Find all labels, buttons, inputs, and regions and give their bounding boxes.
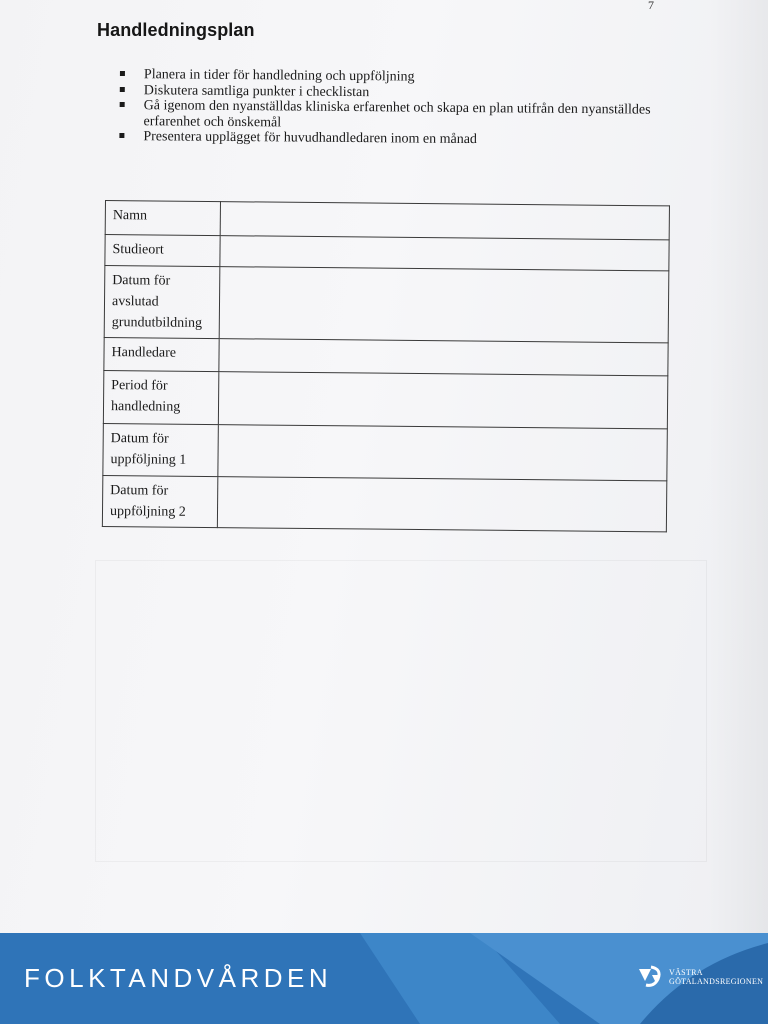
field-handledare[interactable] — [219, 339, 668, 376]
row-label-uppfoljning-1: Datum för uppföljning 1 — [103, 423, 218, 476]
field-uppfoljning-2[interactable] — [217, 477, 666, 532]
show-through-shadow — [95, 560, 707, 862]
row-label-uppfoljning-2: Datum för uppföljning 2 — [102, 475, 217, 527]
list-item-text: Presentera upplägget för huvudhandledaren inom en månad — [143, 129, 478, 148]
row-label-period-handledning: Period för handledning — [103, 370, 219, 424]
footer-band — [0, 933, 768, 1024]
bullet-icon — [119, 133, 124, 138]
list-item — [119, 98, 659, 134]
row-label-namn: Namn — [105, 201, 220, 236]
page-number: 7 — [648, 0, 654, 12]
brand-name: FOLKTANDVÅRDEN — [24, 963, 333, 993]
region-name-line1: VÄSTRA — [669, 968, 703, 977]
row-label-datum-grundutbildning: Datum för avslutad grundutbildning — [104, 266, 220, 339]
instruction-list — [119, 67, 660, 149]
table-row — [103, 370, 667, 428]
table-row — [103, 423, 667, 480]
field-uppfoljning-1[interactable] — [218, 425, 667, 481]
table-row — [102, 475, 666, 531]
list-item-text: Planera in tider för handledning och uppföljning — [143, 67, 415, 85]
table-row — [105, 201, 669, 240]
row-label-handledare: Handledare — [104, 337, 219, 371]
vgr-logo-icon — [636, 963, 666, 993]
list-item — [119, 129, 659, 149]
field-period-handledning[interactable] — [218, 372, 667, 429]
bullet-icon — [120, 102, 125, 107]
region-logo — [636, 963, 768, 995]
region-name-line2: GÖTALANDSREGIONEN — [669, 977, 764, 986]
row-label-studieort: Studieort — [105, 235, 220, 267]
list-item-text: Gå igenom den nyanställdas kliniska erfarenhet och skapa en plan utifrån den nyanställdes erfarenhet och önskemål — [143, 98, 651, 130]
field-datum-grundutbildning[interactable] — [219, 267, 669, 343]
bullet-icon — [120, 71, 125, 76]
field-studieort[interactable] — [220, 236, 669, 271]
page-title: Handledningsplan — [97, 20, 255, 40]
list-item-text: Diskutera samtliga punkter i checklistan — [143, 82, 370, 100]
table-row — [104, 337, 668, 375]
bullet-icon — [120, 86, 125, 91]
page-shadow — [708, 0, 768, 940]
table-row — [104, 266, 669, 343]
field-namn[interactable] — [220, 202, 669, 240]
handledning-form-table — [102, 200, 670, 532]
